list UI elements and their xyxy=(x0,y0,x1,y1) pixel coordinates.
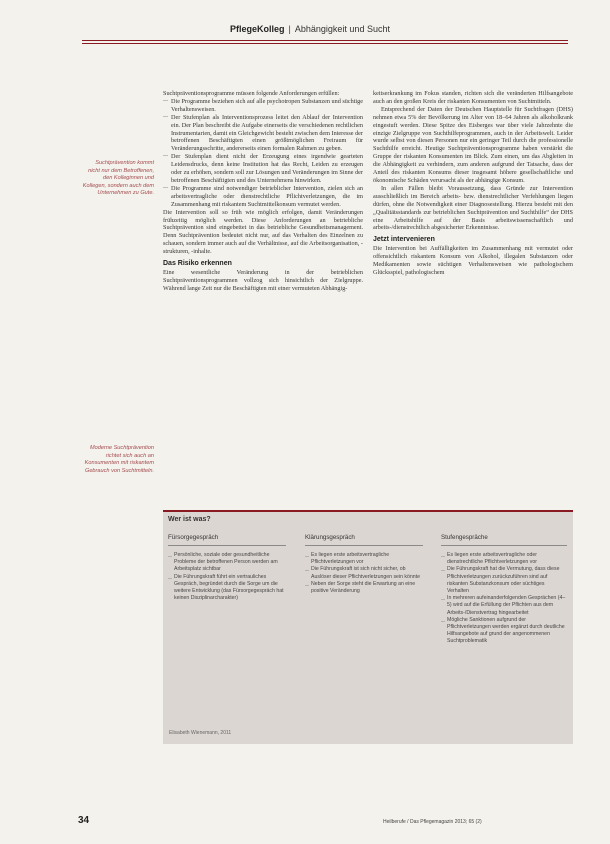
info-column-clarification-talk xyxy=(305,534,423,595)
paragraph: In allen Fällen bleibt Voraussetzung, dass Gründe zur Intervention ausschließlich im Bereich arbeits- bzw. dienstrechtlicher Verfehlungen liegen dürfen, ohne die Notwendigkeit einer Diagnosestellung. Hierzu besteht mit den „Qualitätsstandards zur betrieblichen Suchtprävention und Suchthilfe“ der DHS eine Arbeitshilfe auf der Basis arbeitswissenschaftlich und arbeits-/dienstrechtlich abgesicherter Erkenntnisse. xyxy=(373,184,573,232)
page-number: 34 xyxy=(78,815,90,826)
header-rule-secondary xyxy=(82,43,568,44)
paragraph: Eine wesentliche Veränderung in der betrieblichen Suchtpräventionsprogrammen vollzog sich hinsichtlich der Zielgruppe. Während lange Zeit nur die Beschäftigten mit einer vermuteten Abhängig- xyxy=(163,269,363,292)
paragraph: Die Intervention bei Auffälligkeiten im Zusammenhang mit vermutet oder offensichtlich riskantem Konsum von Alkohol, illegalen Substanzen oder Medikamenten sowie süchtigen Verhaltensweisen wie pathologischem Glücksspiel, pathologischem xyxy=(373,245,573,277)
list-item: — Der Stufenplan dient nicht der Erzeugung eines irgendwie gearteten Leidensdrucks, denn keine Institution hat das Recht, Leiden zu erzeugen oder zu erhöhen, sondern soll zur Lösungen und Veränderungen im Sinne der betroffenen Beschäftigten und des Unternehmens hinwirken. xyxy=(163,153,363,185)
list-item: — Persönliche, soziale oder gesundheitliche Probleme der betroffenen Person werden am Arbeitsplatz sichtbar xyxy=(168,552,286,574)
journal-brand: PflegeKolleg xyxy=(230,24,285,34)
paragraph: Entsprechend der Daten der Deutschen Hauptstelle für Suchtfragen (DHS) nehmen etwa 5% der Bevölkerung im Alter von 18–64 Jahren als alkoholkrank eingestuft werden. Diese Spitze des Eisberges war über viele Jahrzehnte die einzige Zielgruppe von Suchthilfeprogrammen, auch in der Arbeitswelt. Leider wurde selbst von diesen Personen nur ein geringer Teil durch die professionelle Suchthilfe erreicht. Heutige Suchtpräventionsprogramme haben verstärkt die Gruppe der riskanten Konsumenten im Blick. Zum einen, um das Abgleiten in die Abhängigkeit zu verhindern, zum anderen aufgrund der Tatsache, dass der Anteil des riskanten Konsums dieser insgesamt höhere gesellschaftliche und ökonomische Schäden verursacht als der abhängige Konsum. xyxy=(373,105,573,184)
running-header xyxy=(160,24,460,38)
info-list xyxy=(305,552,423,595)
info-box-credit: Elisabeth Wienemann, 2011 xyxy=(169,730,232,736)
info-column-heading: Klärungsgespräch xyxy=(305,534,423,546)
list-item: — Die Programme sind notwendiger betrieblicher Intervention, zielen sich an arbeitsvertragliche oder dienstrechtliche Pflichtverletzungen, die im Zusammenhang mit riskantem Suchtmittelkonsum vermutet werden. xyxy=(163,185,363,209)
info-list xyxy=(168,552,286,602)
list-item: — Der Stufenplan als Interventionsprozess leitet den Ablauf der Intervention ein. Der Plan beschreibt die Aufgabe einerseits die verschiedenen rechtlichen Instrumentarien, damit ein Gleichgewicht besteht zwischen dem Interesse der betroffenen Beschäftigten einen größtmöglichen Freiraum für Veränderungsschritte, andererseits einen formalen Rahmen zu geben. xyxy=(163,114,363,154)
info-box xyxy=(163,510,573,744)
list-item: — Die Führungskraft ist sich nicht sicher, ob Auslöser dieser Pflichtverletzungen sein könnte xyxy=(305,566,423,580)
list-item: — Die Führungskraft hat die Vermutung, dass diese Pflichtverletzungen zurückzuführen sind auf riskanten Substanzkonsum oder süchtiges Verhalten xyxy=(441,566,567,595)
info-column-care-talk xyxy=(168,534,286,602)
list-item: — In mehreren aufeinanderfolgenden Gesprächen (4–5) wird auf die Erfüllung der Pflichten aus dem Arbeits-/Dienstvertrag hingearbeitet xyxy=(441,595,567,617)
text-column-left xyxy=(163,90,363,293)
list-item: — Die Programme beziehen sich auf alle psychotropen Substanzen und süchtige Verhaltensweisen. xyxy=(163,98,363,114)
info-box-title: Wer ist was? xyxy=(168,516,211,523)
info-column-step-talks xyxy=(441,534,567,646)
list-item: — Es liegen erste arbeitsvertragliche Pflichtverletzungen vor xyxy=(305,552,423,566)
footer-journal: Heilberufe / Das Pflegemagazin 2013; 65 (2) xyxy=(383,819,482,825)
list-item: — Mögliche Sanktionen aufgrund der Pflichtverletzungen werden ergänzt durch deutliche Hilfsangebote auf grund der angenommenen Suchtproblematik xyxy=(441,617,567,646)
section-heading-intervene: Jetzt intervenieren xyxy=(373,236,435,244)
info-list xyxy=(441,552,567,646)
requirements-list xyxy=(163,98,363,209)
margin-note-prevention: Suchtprävention kommt nicht nur dem Betroffenen, den Kolleginnen und Kollegen, sondern auch dem Unternehmen zu Gute. xyxy=(82,160,154,197)
header-rule xyxy=(82,40,568,41)
list-item: — Neben der Sorge steht die Erwartung an eine positive Veränderung xyxy=(305,581,423,595)
header-separator: | xyxy=(288,24,291,34)
list-item: — Die Führungskraft führt ein vertrauliches Gespräch, begründet durch die Sorge um die weitere Entwicklung (das Fürsorgegespräch hat keinen Disziplinarcharakter) xyxy=(168,574,286,603)
info-column-heading: Fürsorgegespräch xyxy=(168,534,286,546)
paragraph: keitserkrankung im Fokus standen, richten sich die veränderten Hilfsangebote auch an den großen Kreis der riskanten Konsumenten von Suchtmitteln. xyxy=(373,90,573,105)
section-heading-risk: Das Risiko erkennen xyxy=(163,260,232,268)
section-title: Abhängigkeit und Sucht xyxy=(294,24,390,34)
list-item: — Es liegen erste arbeitsvertragliche oder dienstrechtliche Pflichtverletzungen vor xyxy=(441,552,567,566)
text-column-right xyxy=(373,90,573,277)
paragraph: Die Intervention soll so früh wie möglich erfolgen, damit Veränderungen frühzeitig möglich werden. Diese Anforderungen an betriebliche Suchtprävention sind eingebettet in das betriebliche Gesundheitsmanagement. Denn Suchtprävention bedeutet nicht nur, auf das Verhalten des Einzelnen zu schauen, sondern immer auch auf die Verhältnisse, auf die Arbeitsorganisation, -strukturen, -inhalte. xyxy=(163,208,363,256)
info-column-heading: Stufengespräche xyxy=(441,534,567,546)
paragraph: Suchtpräventionsprogramme müssen folgende Anforderungen erfüllen: xyxy=(163,90,340,97)
margin-note-modern-prevention: Moderne Suchtprävention richtet sich auch an Konsumenten mit riskantem Gebrauch von Suchtmitteln. xyxy=(84,445,154,474)
